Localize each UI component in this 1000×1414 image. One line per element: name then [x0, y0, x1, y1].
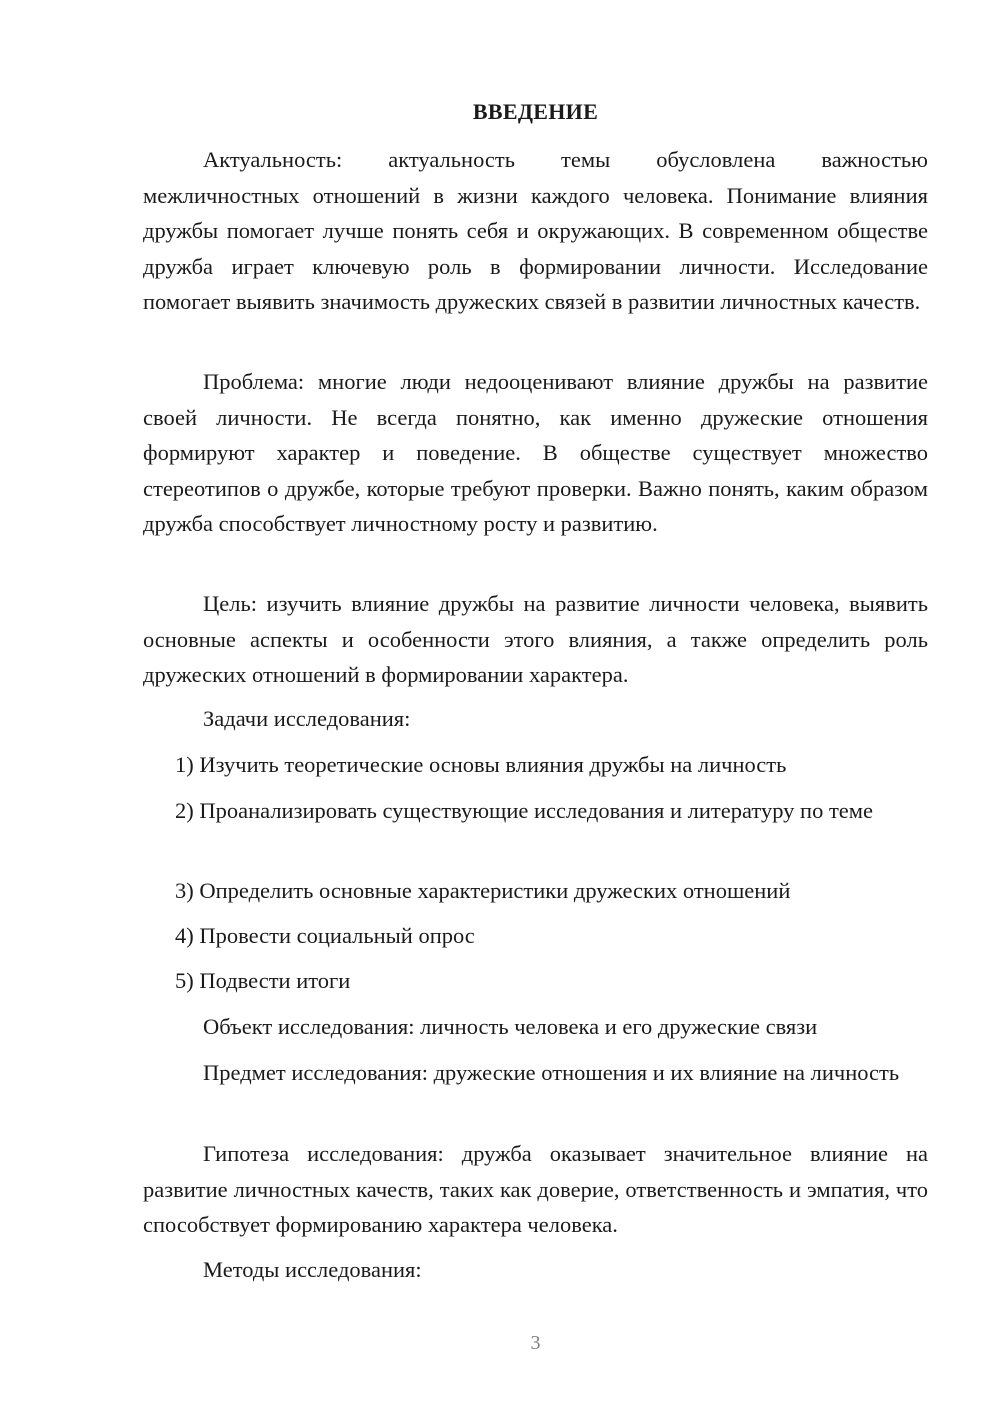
object-paragraph: Объект исследования: личность человека и его дружеские связи [203, 1014, 818, 1039]
relevance-paragraph: Актуальность: актуальность темы обусловлена важностью межличностных отношений в жизни каждого человека. Понимание влияния дружбы помогает лучше понять себя и окружающих. В современном обществе дружба играет ключевую роль в формировании личности. Исследование помогает выявить значимость дружеских связей в развитии личностных качеств. [143, 147, 928, 314]
task-item-5: 5) Подвести итоги [175, 968, 351, 993]
page-number: 3 [530, 1332, 541, 1354]
tasks-heading: Задачи исследования: [203, 706, 411, 731]
problem-paragraph: Проблема: многие люди недооценивают влияние дружбы на развитие своей личности. Не всегда понятно, как именно дружеские отношения формируют характер и поведение. В обществе существует множество стереотипов о дружбе, которые требуют проверки. Важно понять, каким образом дружба способствует личностному росту и развитию. [143, 369, 928, 536]
goal-paragraph: Цель: изучить влияние дружбы на развитие личности человека, выявить основные аспекты и особенности этого влияния, а также определить роль дружеских отношений в формировании характера. [143, 591, 928, 687]
subject-paragraph: Предмет исследования: дружеские отношения и их влияние на личность [203, 1060, 900, 1085]
task-item-3: 3) Определить основные характеристики дружеских отношений [175, 878, 791, 903]
task-item-1: 1) Изучить теоретические основы влияния дружбы на личность [175, 752, 787, 777]
task-item-4: 4) Провести социальный опрос [175, 923, 475, 948]
page-title: ВВЕДЕНИЕ [472, 99, 599, 124]
document-page [143, 0, 928, 1414]
methods-heading: Методы исследования: [203, 1257, 422, 1282]
hypothesis-paragraph: Гипотеза исследования: дружба оказывает значительное влияние на развитие личностных качеств, таких как доверие, ответственность и эмпатия, что способствует формированию характера человека. [143, 1141, 928, 1237]
task-item-2: 2) Проанализировать существующие исследования и литературу по теме [175, 798, 873, 823]
